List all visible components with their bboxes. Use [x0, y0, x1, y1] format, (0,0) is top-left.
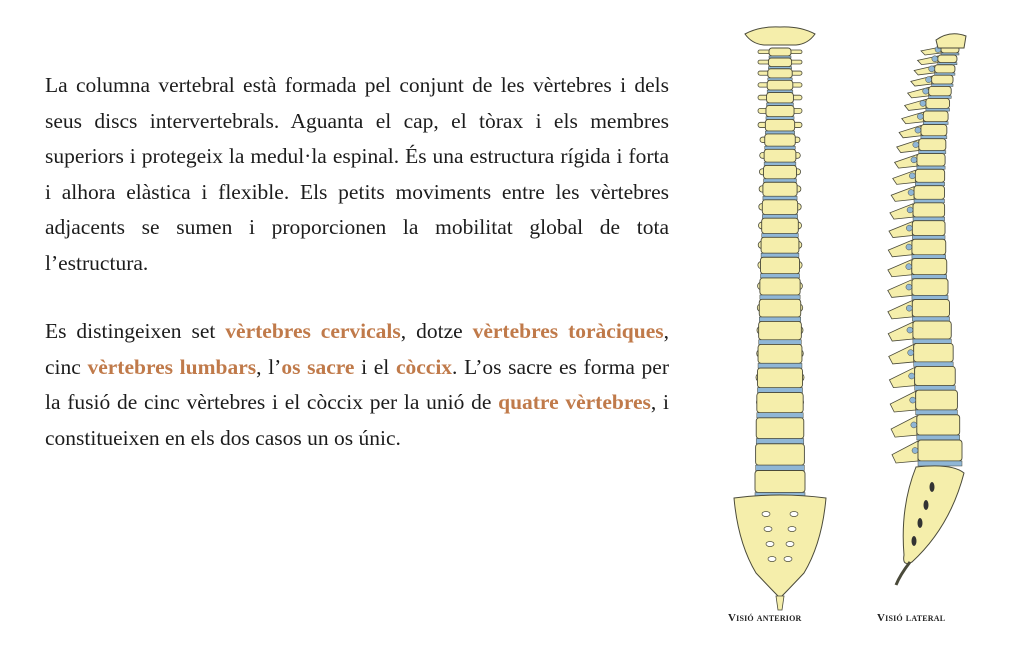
intervertebral-disc: [760, 295, 800, 299]
intervertebral-disc: [763, 196, 797, 200]
vertebral-body: [761, 237, 799, 253]
intervertebral-disc: [917, 435, 960, 440]
p2-text-6: . L’os sacre es forma per la fusió de cinc vèrtebres i el còccix per la unió de: [45, 354, 669, 414]
vertebral-body: [912, 221, 945, 236]
intervertebral-disc: [912, 255, 946, 259]
text-column: [45, 68, 669, 456]
coccyx: [896, 562, 910, 585]
intervertebral-disc: [759, 340, 802, 345]
intervertebral-foramen: [926, 77, 932, 83]
sacral-foramen: [764, 527, 772, 532]
intervertebral-disc: [914, 199, 944, 202]
intervertebral-foramen: [906, 284, 912, 290]
vertebral-body: [926, 98, 950, 108]
intervertebral-disc: [764, 162, 796, 165]
sacral-foramen: [786, 542, 794, 547]
intervertebral-foramen: [907, 207, 913, 213]
term-sacrum: os sacre: [281, 354, 355, 379]
intervertebral-disc: [757, 388, 802, 393]
sacral-foramen: [766, 542, 774, 547]
intervertebral-foramen: [913, 142, 919, 148]
intervertebral-disc: [912, 295, 948, 299]
vertebral-body: [915, 169, 944, 182]
vertebral-body: [914, 343, 953, 362]
term-lumbar: vèrtebres lumbars: [87, 354, 257, 379]
intervertebral-foramen: [907, 327, 913, 333]
sacral-foramen: [924, 500, 929, 510]
vertebral-body: [935, 65, 955, 73]
vertebral-body: [938, 55, 957, 63]
vertebral-body: [757, 368, 802, 388]
vertebral-body: [767, 93, 794, 103]
intervertebral-foramen: [906, 305, 912, 311]
sacral-foramen: [790, 512, 798, 517]
intervertebral-disc: [912, 317, 949, 321]
intervertebral-foramen: [915, 127, 921, 133]
intervertebral-foramen: [929, 66, 935, 72]
p2-text-5: i el: [354, 354, 396, 379]
vertebral-body: [923, 111, 948, 122]
vertebral-body: [758, 344, 802, 363]
spine-figure: [700, 0, 1024, 658]
sacral-foramen: [762, 512, 770, 517]
intervertebral-disc: [765, 146, 796, 149]
intervertebral-disc: [913, 217, 945, 221]
sacral-foramen: [768, 557, 776, 562]
vertebral-body: [913, 203, 945, 217]
coccyx: [776, 596, 784, 610]
vertebral-body: [763, 182, 797, 196]
vertebral-body: [912, 279, 948, 296]
intervertebral-disc: [764, 179, 797, 182]
intervertebral-disc: [915, 182, 944, 185]
intervertebral-disc: [914, 362, 953, 366]
sacral-foramen: [912, 536, 917, 546]
intervertebral-disc: [913, 339, 951, 343]
vertebral-body: [929, 86, 952, 95]
vertebral-body: [921, 125, 947, 136]
vertebral-body: [764, 149, 796, 162]
p2-text-2: , dotze: [400, 319, 473, 343]
vertebral-body: [769, 48, 791, 56]
vertebral-body: [914, 186, 944, 200]
vertebral-body: [766, 106, 794, 117]
vertebral-body: [915, 366, 956, 385]
p2-text-1: Es distingeixen set: [45, 319, 226, 343]
intervertebral-foramen: [906, 264, 912, 270]
vertebral-body: [912, 259, 947, 275]
intervertebral-foramen: [923, 88, 929, 94]
vertebral-body: [760, 278, 800, 295]
vertebral-body: [756, 444, 805, 465]
lateral-spine-view: [888, 34, 966, 585]
vertebral-body: [917, 154, 945, 166]
term-cervical: vèrtebres cervicals: [225, 319, 401, 343]
vertebral-body: [767, 80, 793, 90]
intervertebral-disc: [916, 410, 958, 415]
intervertebral-foramen: [912, 448, 918, 454]
intervertebral-foramen: [909, 173, 915, 179]
anterior-spine-view: [734, 27, 826, 610]
vertebral-body: [759, 299, 800, 317]
intervertebral-disc: [760, 274, 799, 278]
sacrum: [734, 495, 826, 598]
vertebral-body: [913, 321, 951, 339]
intervertebral-foramen: [932, 56, 938, 62]
vertebral-body: [918, 440, 962, 461]
vertebral-body: [762, 200, 797, 215]
vertebral-body: [765, 134, 796, 146]
p2-text-3: , cinc: [45, 319, 670, 379]
vertebral-body: [764, 165, 797, 178]
intervertebral-foramen: [909, 373, 915, 379]
p2-text-4: , l’: [256, 354, 282, 379]
atlas-vertebra: [745, 27, 815, 45]
intervertebral-disc: [912, 236, 945, 240]
sacral-foramen: [784, 557, 792, 562]
term-thoracic: vèrtebres toràciques: [472, 319, 664, 343]
intervertebral-disc: [762, 215, 797, 219]
vertebral-body: [760, 257, 799, 274]
intervertebral-disc: [918, 461, 962, 466]
intervertebral-disc: [758, 363, 802, 368]
vertebral-body: [912, 300, 949, 317]
intervertebral-foramen: [908, 350, 914, 356]
vertebral-body: [757, 393, 803, 413]
intervertebral-foramen: [910, 397, 916, 403]
sacral-foramen: [918, 518, 923, 528]
sacral-foramen: [930, 482, 935, 492]
vertebral-body: [759, 321, 802, 339]
intervertebral-disc: [912, 275, 947, 279]
spine-illustration: [700, 0, 1024, 640]
intervertebral-foramen: [906, 225, 912, 231]
intervertebral-foramen: [917, 113, 923, 119]
caption-anterior: Visió anterior: [728, 612, 802, 624]
term-coccyx: còccix: [395, 354, 453, 379]
caption-lateral: Visió lateral: [877, 612, 946, 624]
intervertebral-foramen: [908, 190, 914, 196]
intro-paragraph: La columna vertebral està formada pel conjunt de les vèrtebres i dels seus discs intervertebrals. Aguanta el cap, el tòrax i els membres superiors i protegeix la medul·la espinal. És una estructura rígida i forta i alhora elàstica i flexible. Els petits moviments entre les vèrtebres adjacents se sumen i proporcionen la mobilitat global de tota l’estructura.: [45, 73, 669, 275]
vertebral-body: [756, 418, 804, 439]
intervertebral-disc: [915, 386, 956, 391]
intervertebral-disc: [756, 439, 804, 444]
p2-text-7: , i constitueixen en els dos casos un os únic.: [45, 390, 669, 450]
vertebral-body: [765, 119, 794, 131]
vertebral-body: [755, 471, 805, 493]
vertebral-body: [768, 69, 792, 78]
sacral-foramen: [788, 527, 796, 532]
intervertebral-disc: [761, 253, 799, 257]
vertebral-body: [916, 390, 958, 410]
intervertebral-disc: [762, 234, 799, 238]
atlas-vertebra: [936, 34, 966, 48]
intervertebral-foramen: [920, 100, 926, 106]
intervertebral-foramen: [911, 422, 917, 428]
vertebrae-paragraph: [45, 314, 669, 456]
vertebral-body: [917, 415, 960, 435]
vertebral-body: [932, 75, 953, 84]
vertebral-body: [768, 58, 791, 67]
vertebral-body: [912, 239, 946, 255]
intervertebral-foramen: [906, 244, 912, 250]
term-four-vertebrae: quatre vèrtebres: [498, 390, 651, 414]
intervertebral-foramen: [911, 157, 917, 163]
intervertebral-disc: [917, 166, 945, 169]
intervertebral-disc: [919, 151, 946, 154]
intervertebral-disc: [756, 465, 805, 470]
intervertebral-disc: [759, 317, 800, 321]
vertebral-body: [919, 139, 946, 151]
vertebral-body: [762, 218, 799, 233]
intervertebral-disc: [757, 413, 803, 418]
sacrum: [903, 466, 964, 564]
